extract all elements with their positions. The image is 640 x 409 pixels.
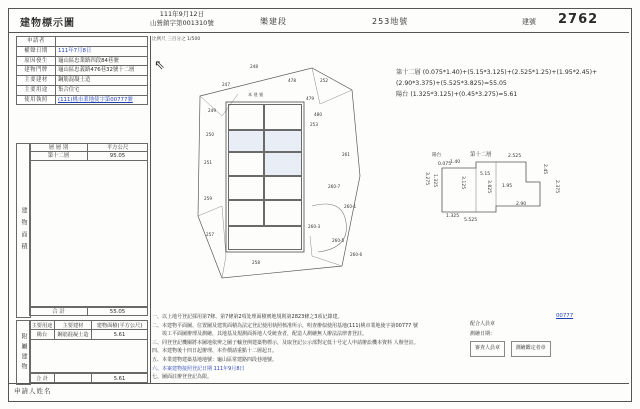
document-header	[10, 12, 628, 34]
accessory-sum-label: 合 計	[29, 373, 55, 383]
column-divider-left	[150, 36, 151, 383]
applicant-label: 申請人姓名	[14, 387, 52, 395]
accessory-v1: 陽台	[29, 330, 55, 340]
surveyor-stamp-box: 測繪鑑定者章	[511, 341, 551, 357]
parcel-label: 260-5	[332, 238, 345, 243]
row-key: 建物門牌	[17, 66, 56, 76]
note-line: 六、本案建物接照登記日期 111年9月8日	[152, 365, 245, 372]
header-date-line2: 山營鎮字第001310號	[150, 19, 214, 28]
row-value: 龜山區忠義路476巷32號十二層	[56, 66, 148, 76]
accessory-v3: 5.61	[91, 330, 148, 340]
row-key: 使用執照	[17, 95, 56, 105]
note-line: 一、以上地号登記採用第7條、第7條第2項处理面積實地規則第2823條之3项记錄建。	[152, 314, 343, 320]
parcel-label: 259	[204, 196, 212, 201]
formula-line: 陽台 (1.325*3.125)+(0.45*3.275)=5.61	[396, 90, 518, 98]
building-no-value: 2762	[558, 12, 599, 27]
accessory-h2: 主要建材	[54, 320, 92, 330]
center-label: 本 建 號	[248, 92, 264, 97]
parcel-label: 253	[310, 122, 318, 127]
row-value	[56, 37, 148, 47]
dim-label: 3.275	[424, 172, 429, 186]
unit-cell	[228, 152, 264, 176]
area-value: 95.05	[87, 152, 148, 161]
reference-number: 00777	[556, 313, 574, 319]
table-row	[17, 95, 148, 105]
unit-cell	[228, 176, 264, 200]
parcel-label: 249	[208, 108, 216, 113]
accessory-data-row	[29, 330, 148, 340]
row-value: 鋼筋混凝土造	[56, 76, 148, 86]
building-info-table	[16, 36, 148, 105]
row-key: 主要用途	[17, 85, 56, 95]
diagram-title-right: 第十二層	[470, 152, 492, 158]
dim-label: 2.90	[516, 202, 527, 207]
table-row	[17, 66, 148, 76]
parcel-label: 478	[288, 78, 296, 83]
accessory-vertical-text: 附屬建物	[20, 332, 27, 373]
parcel-label: 480	[314, 112, 322, 117]
header-rule	[9, 32, 629, 33]
dim-label: 2.375	[554, 180, 559, 194]
floor-dimension-diagram	[424, 150, 580, 230]
stamp-line: 測繪日期：	[470, 330, 496, 337]
notes-block	[152, 313, 452, 382]
unit-cell	[228, 104, 264, 130]
unit-cell	[264, 200, 302, 226]
row-value: 集合住宅	[56, 85, 148, 95]
scale-text: 比例尺 三百分之 1/500	[152, 37, 201, 42]
parcel-label: 260-7	[328, 184, 341, 189]
unit-cell	[228, 200, 264, 226]
row-key: 主要建材	[17, 76, 56, 86]
accessory-h3: 建物面積(平方公尺)	[91, 320, 148, 330]
area-table-header	[29, 143, 148, 152]
parcel-label: 247	[222, 82, 230, 87]
dim-label: 1.325	[432, 174, 437, 188]
dim-label: 1.40	[450, 160, 461, 165]
table-row	[17, 56, 148, 66]
parcel-label: 258	[252, 260, 260, 265]
accessory-sum-blank	[54, 373, 92, 383]
dim-label: 3.825	[486, 180, 491, 194]
row-value: 111年7月8日	[56, 46, 148, 56]
area-sum-value: 55.05	[87, 307, 148, 316]
stamp-line: 配合人員章	[470, 321, 496, 327]
area-floor: 第十二層	[29, 152, 87, 161]
parcel-label: 479	[306, 96, 314, 101]
parcel-label: 257	[206, 232, 214, 237]
dim-label: 1.325	[446, 214, 460, 219]
area-sum-label: 合 計	[29, 307, 87, 316]
unit-cell	[264, 130, 302, 152]
unit-cell	[264, 152, 302, 176]
area-col1-header: 層 層 別	[29, 143, 87, 152]
parcel-label: 260-1	[344, 204, 357, 209]
unit-cell	[228, 130, 264, 152]
dim-label: 2.45	[542, 164, 547, 175]
parcel-label: 261	[342, 152, 350, 157]
area-blank-space	[29, 161, 148, 307]
page-title: 建物標示圖	[20, 18, 75, 29]
header-date-line1: 111年9月12日	[159, 10, 205, 18]
dim-label: 5.15	[480, 172, 491, 177]
parcel-label: 252	[320, 78, 328, 83]
site-plan-drawing	[152, 36, 380, 306]
area-col2-header: 平方公尺	[87, 143, 148, 152]
table-row	[17, 46, 148, 56]
dim-label: 0.075	[438, 162, 452, 167]
diagram-title-left: 陽台	[432, 153, 442, 158]
note-line: 七、圖面註辦登登記為限。	[152, 374, 213, 381]
table-row	[17, 37, 148, 47]
row-key: 權聲日期	[17, 46, 56, 56]
dim-label: 2.525	[508, 154, 522, 159]
accessory-v2: 鋼筋混凝土造	[54, 330, 92, 340]
accessory-header-row	[29, 320, 148, 330]
accessory-sum-row	[29, 373, 148, 383]
table-row	[17, 76, 148, 86]
accessory-blank-space	[29, 340, 148, 373]
area-formula-block	[396, 68, 628, 101]
dim-label: 3.125	[460, 176, 465, 190]
reviewer-stamp-box: 審查人員章	[470, 341, 505, 357]
north-arrow-icon: ⇖	[154, 58, 165, 73]
note-line: 三、同登登記機關將本圖地依辨之圖子輸登例建築物標示，及取登記公示部對定低十号定人申請辦訟機本資料 人辦登註。	[152, 339, 419, 346]
unit-cell	[264, 104, 302, 130]
area-sum-row	[29, 307, 148, 316]
parcel-label: 260-6	[350, 252, 363, 257]
parcel-label: 250	[206, 132, 214, 137]
note-line: 四、本建物後十四日起辦理、本作價請重點十二層起日。	[152, 348, 278, 355]
area-vertical-text: 建物面積	[20, 206, 27, 255]
parcel-label: 260-3	[308, 224, 321, 229]
row-value: 龜山區忠業路四段84巷號	[56, 56, 148, 66]
accessory-h1: 主要用途	[29, 320, 55, 330]
row-key: 原因發生	[17, 56, 56, 66]
approval-stamp-block	[470, 320, 620, 357]
parcel-number: 253地號	[372, 17, 409, 26]
formula-line: (2.90*3.375)+(5.525*3.825)=55.05	[396, 79, 507, 87]
dim-label: 1.95	[502, 184, 513, 189]
unit-cell	[228, 226, 302, 250]
note-line: 二、本建物平面圖、位置圖及建筑面積為法定登記使用執照核准所示，明查辦似使用基地(111)桃市業地使字第00777 號	[152, 322, 418, 329]
parcel-label: 251	[204, 160, 212, 165]
note-line: 五、本業建物建築基地地號：龜山區常建路四段巷地號。	[152, 356, 278, 363]
table-row	[17, 85, 148, 95]
formula-line: 第十二層 (0.075*1.40)+(5.15*3.125)+(2.525*1.25)+(1.95*2.45)+	[396, 69, 598, 76]
area-table-row	[29, 152, 148, 161]
note-line: 竣工平面圖辦理及測繪，其地基及規測面拆地人受統查者，配造人測繪無人辦法法律書登註。	[152, 331, 368, 338]
dim-label: 5.525	[464, 218, 478, 223]
section-name: 樂建段	[260, 17, 287, 26]
accessory-sum-value: 5.61	[91, 373, 148, 383]
parcel-label: 248	[250, 64, 258, 69]
building-no-label: 建號	[522, 18, 536, 26]
footer-rule	[9, 383, 629, 384]
unit-cell	[264, 176, 302, 200]
row-key: 申請者	[17, 37, 56, 47]
row-value: (111)桃市業地使字第00777號	[56, 95, 148, 105]
plot-area	[192, 56, 372, 286]
